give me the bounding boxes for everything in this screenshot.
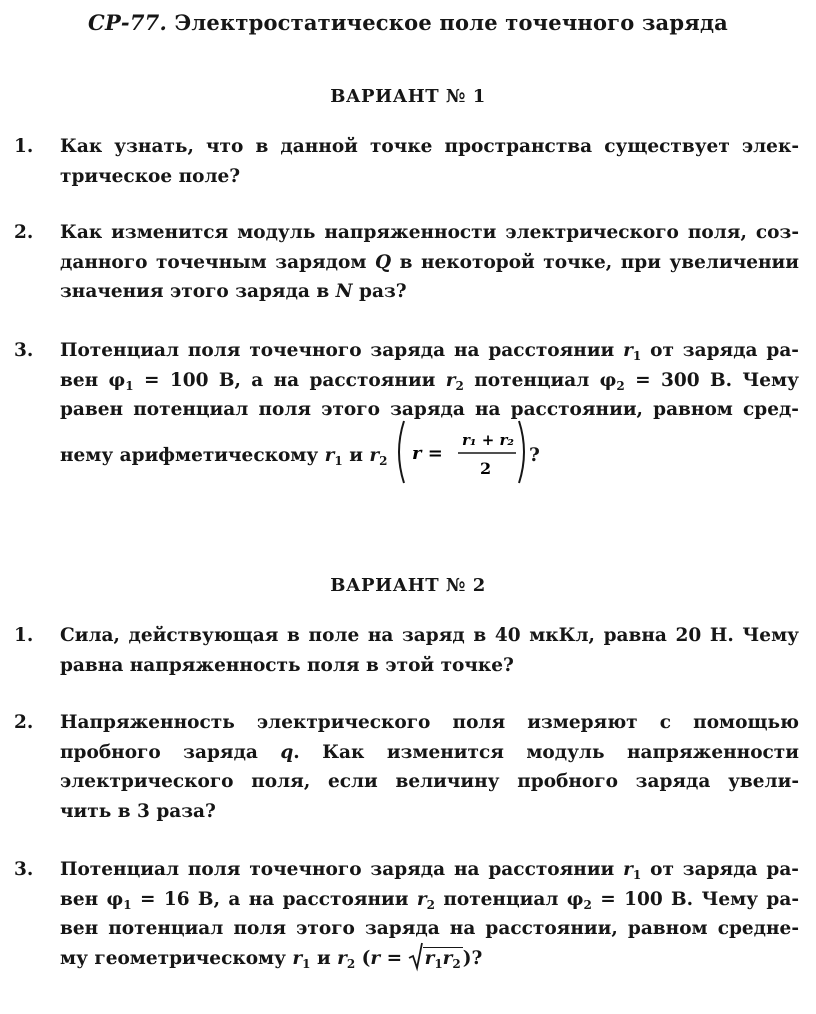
svg-text:r₁ + r₂: r₁ + r₂ (461, 430, 514, 449)
question-text: вен потенциал поля этого заряда на расстоянии, равном средне- (60, 918, 799, 940)
worksheet-code: СР-77. (88, 10, 167, 35)
variant-1-heading: ВАРИАНТ № 1 (330, 86, 486, 107)
question-number: 2. (14, 712, 34, 733)
question-text: электрического поля, если величину пробного заряда увели- (60, 771, 799, 793)
question-text: данного точечным зарядом Q в некоторой точке, при увеличении (60, 251, 799, 273)
question-text: пробного заряда q. Как изменится модуль напряженности (60, 741, 799, 763)
question-text: вен $\varphi_1 = 100$ В, а на расстоянии $r_2$ потенциал $\varphi_2 = 300$ В. Чему (60, 369, 799, 393)
v1-question-2 (14, 218, 799, 307)
v2-question-1 (14, 621, 799, 680)
arithmetic-mean-fraction (394, 417, 529, 487)
question-text: значения этого заряда в N раз? (60, 281, 407, 303)
v1-question-3 (14, 336, 799, 478)
radical-sign-icon (409, 942, 423, 970)
page-title (0, 10, 816, 35)
question-text: Сила, действующая в поле на заряд в 40 мкКл, равна 20 Н. Чему (60, 625, 799, 646)
square-root-formula: $r_1r_2$ (409, 944, 463, 974)
variant-2-heading: ВАРИАНТ № 2 (330, 575, 486, 596)
v1-question-1 (14, 132, 799, 191)
question-text: Потенциал поля точечного заряда на расстоянии $r_1$ от заряда ра- (60, 859, 799, 882)
mean-formula (394, 430, 529, 478)
question-text: чить в 3 раза? (60, 800, 216, 822)
svg-text:2: 2 (479, 458, 492, 478)
question-text: равна напряженность поля в этой точке? (60, 654, 514, 676)
question-number: 2. (14, 222, 34, 243)
question-text: трическое поле? (60, 165, 241, 187)
question-text: вен $\varphi_1 = 16$ В, а на расстоянии $r_2$ потенциал $\varphi_2 = 100$ В. Чему ра- (60, 888, 800, 912)
question-text: Потенциал поля точечного заряда на расстоянии $r_1$ от заряда ра- (60, 340, 799, 363)
question-number: 3. (14, 340, 34, 361)
question-text: равен потенциал поля этого заряда на расстоянии, равном сред- (60, 399, 799, 421)
question-number: 1. (14, 136, 34, 157)
question-text: Как изменится модуль напряженности электрического поля, соз- (60, 222, 799, 243)
question-text: Напряженность электрического поля измеряют с помощью (60, 712, 799, 733)
v2-question-2 (14, 708, 799, 826)
worksheet-title: Электростатическое поле точечного заряда (174, 10, 728, 35)
question-text: Как узнать, что в данной точке пространства существует элек- (60, 136, 799, 157)
question-number: 3. (14, 859, 34, 880)
v2-question-3 (14, 855, 799, 973)
svg-text:r =: r = (411, 442, 443, 464)
question-number: 1. (14, 625, 34, 646)
question-text: нему арифметическому $r_1$ и $r_2$ r = r₁ + r₂ 2 ? (60, 437, 799, 471)
question-text: му геометрическому $r_1$ и $r_2$ (r = $r_1r_2$ )? (60, 944, 799, 974)
